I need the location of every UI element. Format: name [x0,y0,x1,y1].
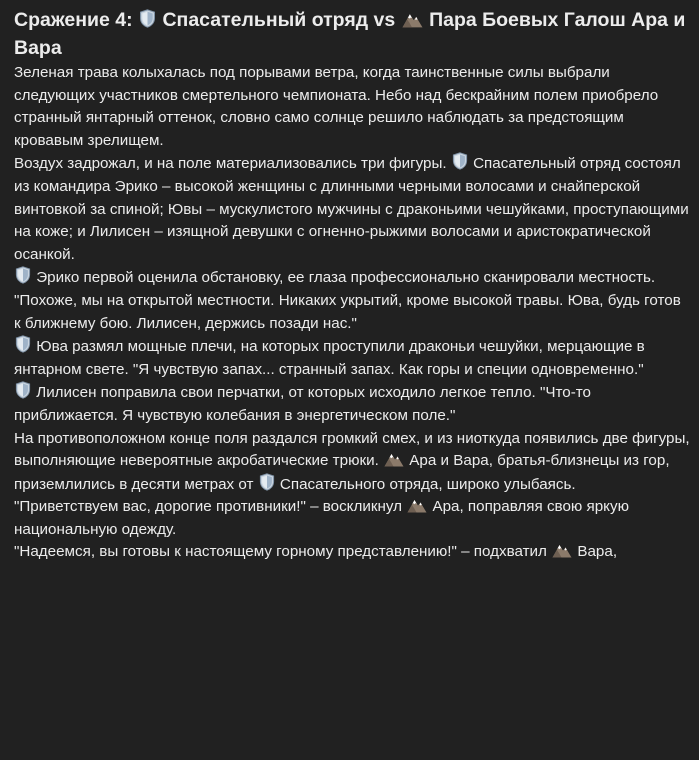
paragraph-2-text-a: Воздух задрожал, и на поле материализовались три фигуры. [14,155,447,173]
shield-icon [452,152,468,170]
paragraph-6-text-b: Ара и Вара, братья-близнецы из гор, приземлились в десяти метрах от [14,452,670,493]
versus-label: vs [373,9,396,31]
chat-message-content [14,0,690,564]
paragraph-6-text-c: Спасательного отряда, широко улыбаясь. [279,475,576,493]
paragraph-3 [14,266,690,335]
paragraph-4 [14,335,690,381]
team-rescue-squad-name: Спасательный отряд [162,9,369,31]
paragraph-7-text-b: Ара, поправляя свою яркую национальную одежду. [14,498,629,538]
paragraph-8 [14,541,690,564]
paragraph-2-text-b: Спасательный отряд состоял из командира Эрико – высокой женщины с длинными черными волосами и снайперской винтовкой за спиной; Ювы – мускулистого мужчины с драконьими чешуйками, проступающими на коже; и Лилисен – изящной девушки с огненно-рыжими волосами и аристократической осанкой. [14,155,689,263]
mountain-icon [407,497,427,513]
shield-icon [259,473,275,491]
paragraph-4-text: Юва размял мощные плечи, на которых проступили драконьи чешуйки, мерцающие в янтарном свете. "Я чувствую запах... странный запах. Как горы и специи одновременно." [14,338,645,378]
shield-icon [139,9,156,28]
paragraph-5 [14,381,690,427]
paragraph-6 [14,428,690,497]
paragraph-6-text-a: На противоположном конце поля раздался громкий смех, и из ниоткуда появились две фигуры, выполняющие невероятные акробатические трюки. [14,429,690,470]
mountain-icon [402,11,423,28]
mountain-icon [552,542,572,558]
paragraph-1: Зеленая трава колыхалась под порывами ветра, когда таинственные силы выбрали следующих участников смертельного чемпионата. Небо над бескрайним полем приобрело странный янтарный оттенок, словно само солнце решило наблюдать за предстоящим кровавым зрелищем. [14,64,659,149]
team-galosh-pair-name: Пара Боевых Галош Ара и Вара [14,9,686,59]
paragraph-7-text-a: "Приветствуем вас, дорогие противники!" – воскликнул [14,498,402,516]
shield-icon [15,381,31,399]
battle-number: Сражение 4: [14,9,133,31]
paragraph-2 [14,152,690,266]
paragraph-3-text: Эрико первой оценила обстановку, ее глаза профессионально сканировали местность. "Похоже, мы на открытой местности. Никаких укрытий, кроме высокой травы. Юва, будь готов к ближнему бою. Лилисен, держись позади нас." [14,269,681,332]
mountain-icon [384,451,404,467]
paragraph-5-text: Лилисен поправила свои перчатки, от которых исходило легкое тепло. "Что-то приближается. Я чувствую колебания в энергетическом поле." [14,384,591,424]
paragraph-8-text-b: Вара, [577,543,618,561]
paragraph-7 [14,496,690,541]
shield-icon [15,266,31,284]
paragraph-8-text-a: "Надеемся, вы готовы к настоящему горному представлению!" – подхватил [14,543,547,561]
shield-icon [15,335,31,353]
battle-heading [14,6,690,62]
